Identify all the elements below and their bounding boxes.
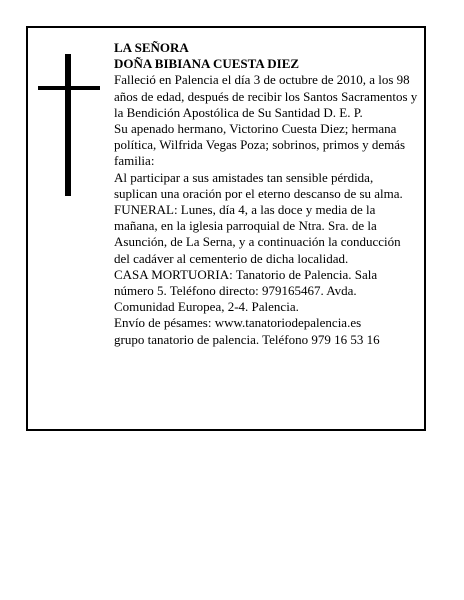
funeral-details: FUNERAL: Lunes, día 4, a las doce y media de la mañana, en la iglesia parroquial de Ntra. Sra. de la Asunción, de La Serna, y a continuación la conducción del cadáver al cementerio de dicha localidad. bbox=[114, 202, 401, 266]
prayer-request: Al participar a sus amistades tan sensible pérdida, suplican una oración por el eterno descanso de su alma. bbox=[114, 169, 403, 201]
obituary-text bbox=[114, 40, 418, 348]
death-announcement: Falleció en Palencia el día 3 de octubre de 2010, a los 98 años de edad, después de recibir los Santos Sacramentos y la Bendición Apostólica de Su Santidad D. E. P. bbox=[114, 72, 418, 120]
cross-vertical-bar bbox=[65, 54, 71, 196]
notice-title: LA SEÑORA bbox=[114, 40, 189, 55]
family-mourners: Su apenado hermano, Victorino Cuesta Diez; hermana política, Wilfrida Vegas Poza; sobrinos, primos y demás familia: bbox=[114, 121, 406, 169]
cross-horizontal-bar bbox=[38, 86, 100, 90]
deceased-name: DOÑA BIBIANA CUESTA DIEZ bbox=[114, 56, 300, 72]
funeral-group-phone: grupo tanatorio de palencia. Teléfono 979 16 53 16 bbox=[114, 331, 380, 347]
funeral-home-details: CASA MORTUORIA: Tanatorio de Palencia. Sala número 5. Teléfono directo: 979165467. Avda. Comunidad Europea, 2-4. Palencia. bbox=[114, 266, 378, 315]
latin-cross-icon bbox=[38, 54, 100, 196]
condolences-website: Envío de pésames: www.tanatoriodepalencia.es bbox=[114, 315, 362, 331]
